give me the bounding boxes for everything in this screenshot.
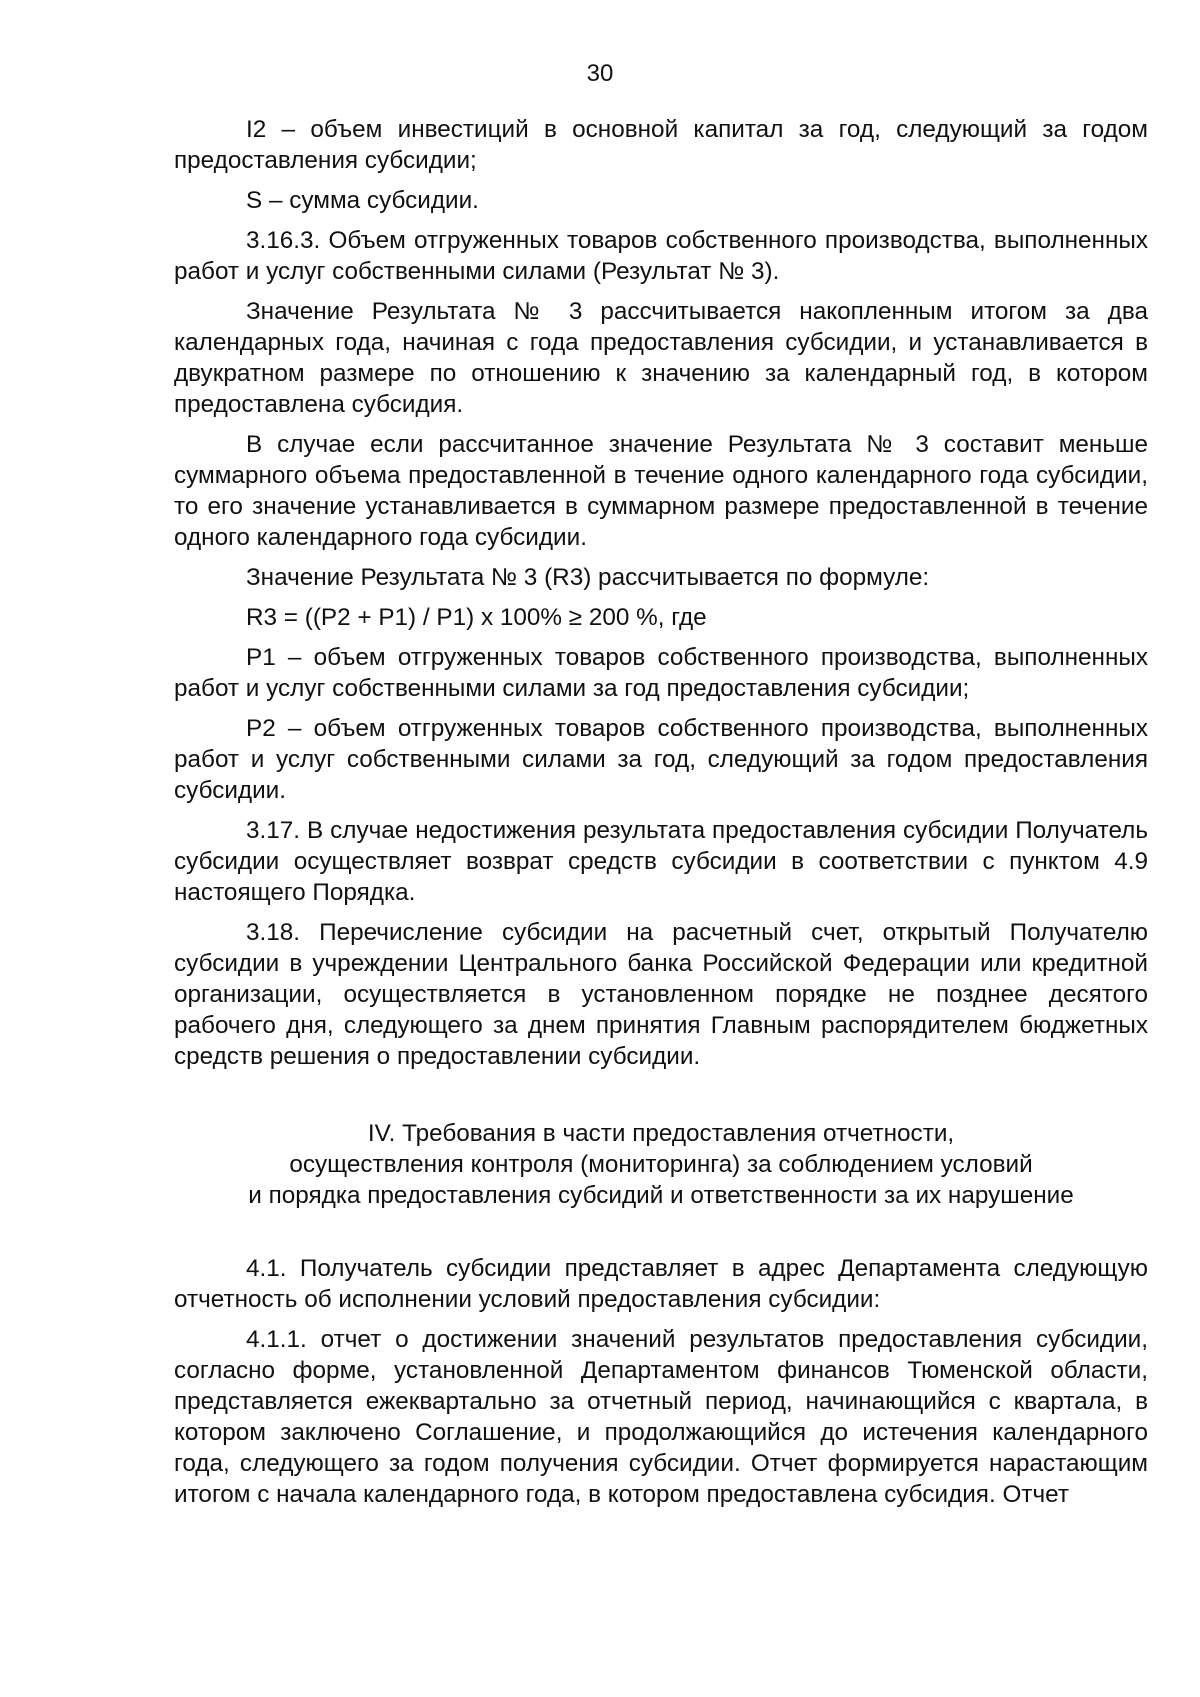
paragraph-s-definition: S – сумма субсидии.	[246, 187, 479, 214]
page-number: 30	[586, 60, 614, 87]
paragraph-p1-definition: Р1 – объем отгруженных товаров собственного производства, выполненных работ и услуг собственными силами за год предоставления субсидии;	[174, 644, 1148, 702]
section-heading-line-1: IV. Требования в части предоставления отчетности,	[367, 1120, 955, 1147]
paragraph-4-1-1: 4.1.1. отчет о достижении значений результатов предоставления субсидии, согласно форме, установленной Департаментом финансов Тюменской области, представляется ежеквартально за отчетный период, начинающийся с квартала, в котором заключено Соглашение, и продолжающийся до истечения календарного года, следующего за годом получения субсидии. Отчет формируется нарастающим итогом с начала календарного года, в котором предоставлена субсидия. Отчет	[174, 1326, 1148, 1508]
document-body	[174, 114, 1148, 1519]
paragraph-formula-intro: Значение Результата № 3 (R3) рассчитывается по формуле:	[246, 564, 930, 591]
section-heading	[174, 1118, 1148, 1211]
paragraph-result3-minimum: В случае если рассчитанное значение Результата № 3 составит меньше суммарного объема предоставленной в течение одного календарного года субсидии, то его значение устанавливается в суммарном размере предоставленной в течение одного календарного года субсидии.	[174, 431, 1148, 551]
paragraph-3-16-3: 3.16.3. Объем отгруженных товаров собственного производства, выполненных работ и услуг собственными силами (Результат № 3).	[174, 227, 1148, 285]
paragraph-p2-definition: Р2 – объем отгруженных товаров собственного производства, выполненных работ и услуг собственными силами за год, следующий за годом предоставления субсидии.	[174, 715, 1148, 804]
paragraph-result3-calculation: Значение Результата № 3 рассчитывается накопленным итогом за два календарных года, начиная с года предоставления субсидии, и устанавливается в двукратном размере по отношению к значению за календарный год, в котором предоставлена субсидия.	[174, 298, 1148, 418]
section-heading-line-2: осуществления контроля (мониторинга) за соблюдением условий	[289, 1151, 1033, 1178]
paragraph-i2-definition: I2 – объем инвестиций в основной капитал за год, следующий за годом предоставления субсидии;	[174, 116, 1148, 174]
paragraph-3-17: 3.17. В случае недостижения результата предоставления субсидии Получатель субсидии осуществляет возврат средств субсидии в соответствии с пунктом 4.9 настоящего Порядка.	[174, 817, 1148, 906]
paragraph-4-1: 4.1. Получатель субсидии представляет в адрес Департамента следующую отчетность об исполнении условий предоставления субсидии:	[174, 1255, 1148, 1313]
section-heading-line-3: и порядка предоставления субсидий и ответственности за их нарушение	[248, 1182, 1074, 1209]
paragraph-formula: R3 = ((Р2 + Р1) / Р1) х 100% ≥ 200 %, где	[246, 604, 707, 631]
paragraph-3-18: 3.18. Перечисление субсидии на расчетный счет, открытый Получателю субсидии в учреждении Центрального банка Российской Федерации или кредитной организации, осуществляется в установленном порядке не позднее десятого рабочего дня, следующего за днем принятия Главным распорядителем бюджетных средств решения о предоставлении субсидии.	[174, 919, 1148, 1070]
